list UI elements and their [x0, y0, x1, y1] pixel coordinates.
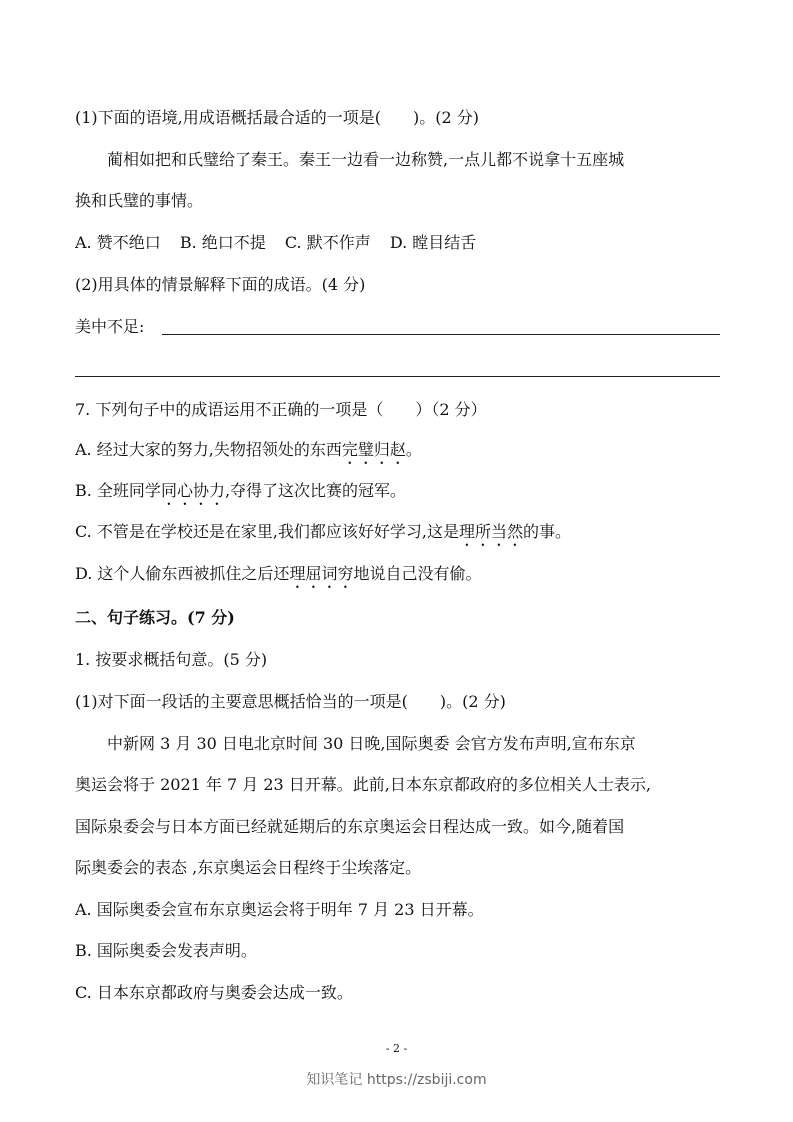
- section-2-q1-1-stem: (1)对下面一段话的主要意思概括恰当的一项是( )。(2 分): [75, 692, 506, 711]
- q7-option-d-text-post: 地说自己没有偷。: [353, 564, 482, 583]
- q6-1-stem: (1)下面的语境,用成语概括最合适的一项是( )。(2 分): [75, 108, 479, 127]
- answer-blank-line-2[interactable]: [75, 376, 720, 377]
- q7-option-b-idiom: 同心协力: [160, 481, 225, 500]
- q6-1-option-d: D. 瞠目结舌: [389, 233, 477, 252]
- page-number: - 2 -: [385, 1042, 408, 1055]
- section-2-passage-line-2: 奥运会将于 2021 年 7 月 23 日开幕。此前,日本东京都政府的多位相关人士表示,: [75, 775, 651, 794]
- q6-1-options: [75, 233, 725, 253]
- q7-option-b-text-pre: B. 全班同学: [75, 481, 161, 500]
- q7-option-d: [75, 564, 725, 592]
- q6-1-passage-line-2: 换和氏璧的事情。: [75, 191, 204, 210]
- q7-option-d-text-pre: D. 这个人偷东西被抓住之后还: [75, 564, 290, 583]
- q7-option-c-idiom: 理所当然: [459, 522, 524, 541]
- q7-option-c-text-pre: C. 不管是在学校还是在家里,我们都应该好好学习,这是: [75, 522, 460, 541]
- q7-option-a-idiom: 完璧归赵: [341, 440, 406, 459]
- q7-option-a: [75, 440, 725, 468]
- q6-2-label: 美中不足:: [75, 317, 145, 336]
- q6-2-stem: (2)用具体的情景解释下面的成语。(4 分): [75, 275, 366, 294]
- q6-1-option-b: B. 绝口不提: [179, 233, 266, 252]
- answer-blank-line-1[interactable]: [162, 334, 720, 335]
- q7-option-a-text-pre: A. 经过大家的努力,失物招领处的东西: [75, 440, 342, 459]
- q7-stem: 7. 下列句子中的成语运用不正确的一项是（ ）（2 分）: [75, 400, 487, 419]
- q7-option-d-idiom: 理屈词穷: [289, 564, 354, 583]
- q7-option-c: [75, 522, 725, 550]
- section-2-q1-stem: 1. 按要求概括句意。(5 分): [75, 650, 268, 669]
- q7-option-b-text-post: ,夺得了这次比赛的冠军。: [224, 481, 407, 500]
- section-2-title: 二、句子练习。(7 分): [75, 608, 235, 627]
- section-2-option-a: A. 国际奥委会宣布东京奥运会将于明年 7 月 23 日开幕。: [75, 900, 484, 919]
- section-2-passage-line-3: 国际泉委会与日本方面已经就延期后的东京奥运会日程达成一致。如今,随着国: [75, 817, 625, 836]
- q6-1-option-c: C. 默不作声: [284, 233, 371, 252]
- q7-option-c-text-post: 的事。: [523, 522, 572, 541]
- section-2-passage-line-1: 中新网 3 月 30 日电北京时间 30 日晚,国际奥委 会官方发布声明,宣布东京: [107, 734, 636, 753]
- q7-option-b: [75, 481, 725, 509]
- section-2-option-b: B. 国际奥委会发表声明。: [75, 941, 257, 960]
- q6-1-option-a: A. 赞不绝口: [75, 233, 161, 252]
- section-2-passage-line-4: 际奥委会的表态 ,东京奥运会日程终于尘埃落定。: [75, 858, 422, 877]
- site-watermark-link[interactable]: 知识笔记 https://zsbiji.com: [306, 1072, 487, 1088]
- q7-option-a-text-post: 。: [405, 440, 422, 459]
- section-2-option-c: C. 日本东京都政府与奥委会达成一致。: [75, 983, 353, 1002]
- q6-1-passage-line-1: 蔺相如把和氏璧给了秦王。秦王一边看一边称赞,一点儿都不说拿十五座城: [107, 150, 625, 169]
